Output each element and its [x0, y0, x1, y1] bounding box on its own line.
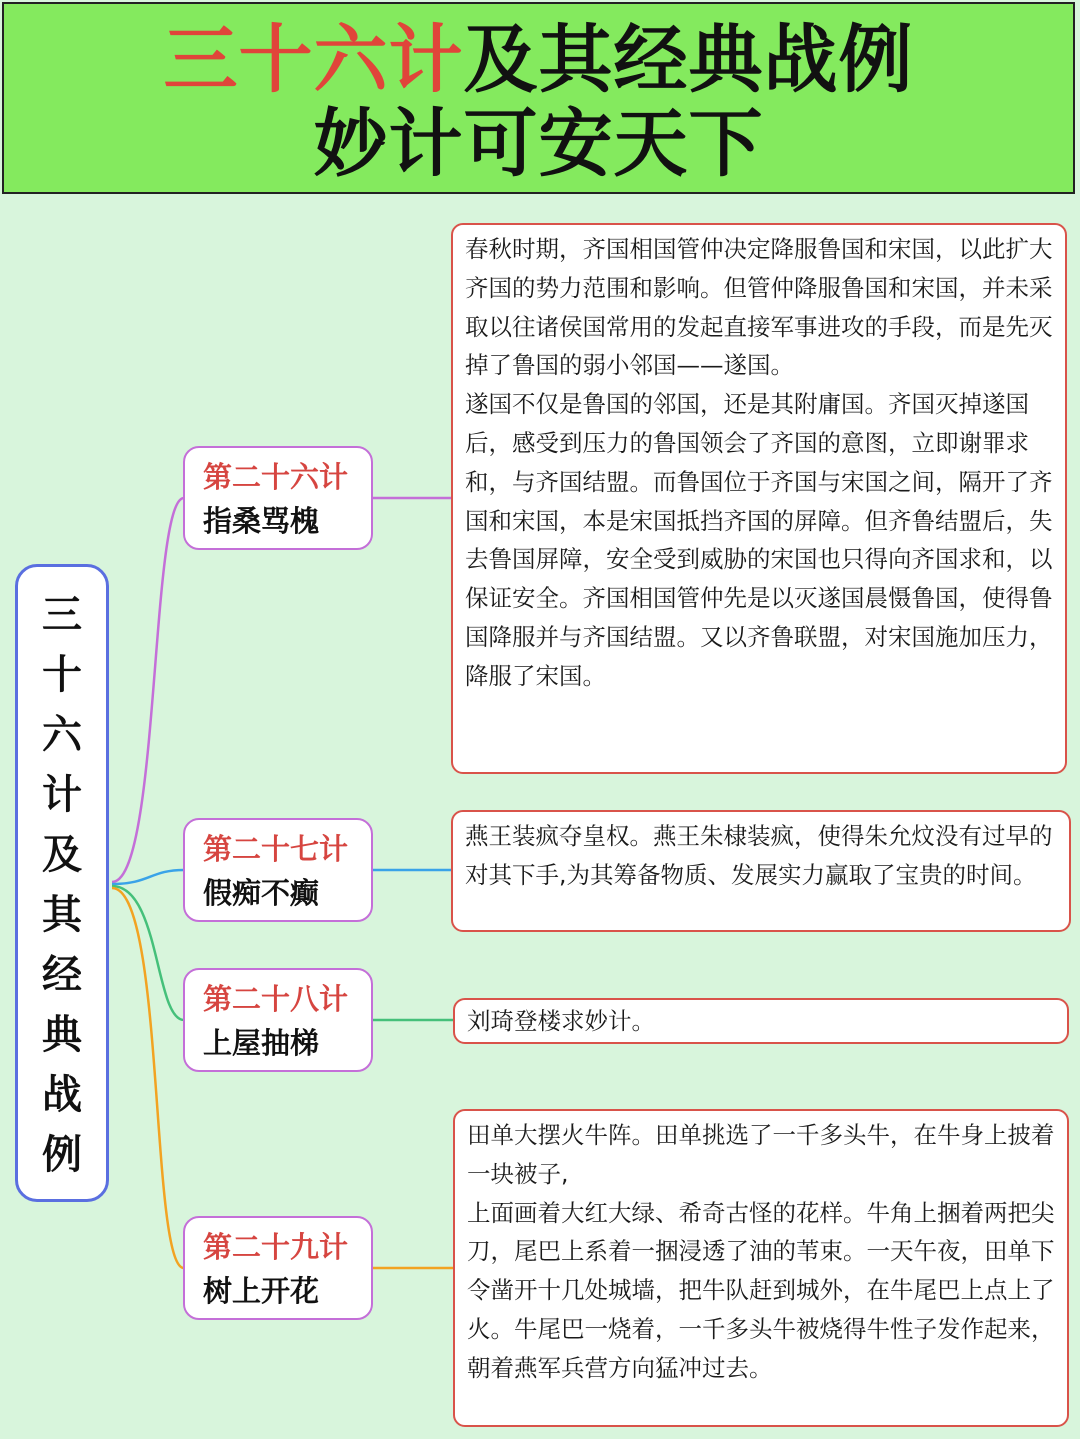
story-paragraph: 遂国不仅是鲁国的邻国，还是其附庸国。齐国灭掉遂国后，感受到压力的鲁国领会了齐国的意图，立即谢罪求和，与齐国结盟。而鲁国位于齐国与宋国之间，隔开了齐国和宋国，本是宋国抵挡齐国的屏障。但齐鲁结盟后，失去鲁国屏障，安全受到威胁的宋国也只得向齐国求和，以保证安全。齐国相国管仲先是以灭遂国晨慑鲁国，使得鲁国降服并与齐国结盟。又以齐鲁联盟，对宋国施加压力，降服了宋国。: [465, 390, 1053, 690]
story-paragraph: 上面画着大红大绿、希奇古怪的花样。牛角上捆着两把尖刀，尾巴上系着一捆浸透了油的苇束。一天午夜，田单下令凿开十几处城墙，把牛队赶到城外，在牛尾巴上点上了火。牛尾巴一烧着，一千多头牛被烧得牛性子发作起来，朝着燕军兵营方向猛冲过去。: [467, 1198, 1055, 1382]
strategy-number: 第二十六计: [203, 460, 349, 494]
strategy-number: 第二十九计: [203, 1230, 349, 1264]
story-paragraph: 春秋时期，齐国相国管仲决定降服鲁国和宋国，以此扩大齐国的势力范围和影响。但管仲降服鲁国和宋国，并未采取以往诸侯国常用的发起直接军事进攻的手段，而是先灭掉了鲁国的弱小邻国——遂国。: [465, 235, 1053, 380]
story-paragraph: 刘琦登楼求妙计。: [467, 1007, 655, 1035]
root-char: 战: [42, 1072, 82, 1118]
strategy-node-29: [183, 1216, 373, 1320]
strategy-name: 假痴不癫: [203, 876, 320, 910]
strategy-name: 树上开花: [203, 1274, 320, 1308]
strategy-node-26: [183, 446, 373, 550]
strategy-number: 第二十七计: [203, 832, 349, 866]
strategy-node-28: [183, 968, 373, 1072]
root-char: 经: [42, 952, 82, 998]
strategy-name: 指桑骂槐: [203, 504, 320, 538]
root-char: 其: [42, 892, 82, 938]
title-line-2: 妙计可安天下: [313, 101, 764, 187]
root-node: [15, 564, 109, 1202]
root-char: 例: [42, 1132, 82, 1178]
title-highlight: 三十六计: [163, 17, 464, 103]
connector-root-29: [112, 888, 184, 1268]
connector-root-26: [112, 498, 184, 882]
root-char: 典: [42, 1012, 82, 1058]
connector-root-27: [112, 870, 184, 884]
story-box-29: [453, 1109, 1069, 1427]
title-rest: 及其经典战例: [463, 17, 914, 103]
story-paragraph: 田单大摆火牛阵。田单挑选了一千多头牛，在牛身上披着一块被子,: [467, 1121, 1055, 1188]
story-box-26: [451, 223, 1067, 774]
root-char: 十: [42, 652, 82, 698]
strategy-node-27: [183, 818, 373, 922]
story-paragraph: 燕王装疯夺皇权。燕王朱棣装疯，使得朱允炆没有过早的对其下手,为其筹备物质、发展实力赢取了宝贵的时间。: [465, 822, 1053, 889]
root-char: 三: [42, 592, 82, 638]
root-char: 计: [42, 772, 82, 818]
strategy-number: 第二十八计: [203, 982, 349, 1016]
story-box-28: [453, 998, 1069, 1044]
root-char: 六: [42, 712, 82, 758]
story-box-27: [451, 810, 1071, 932]
root-char: 及: [42, 832, 82, 878]
strategy-name: 上屋抽梯: [203, 1026, 320, 1060]
